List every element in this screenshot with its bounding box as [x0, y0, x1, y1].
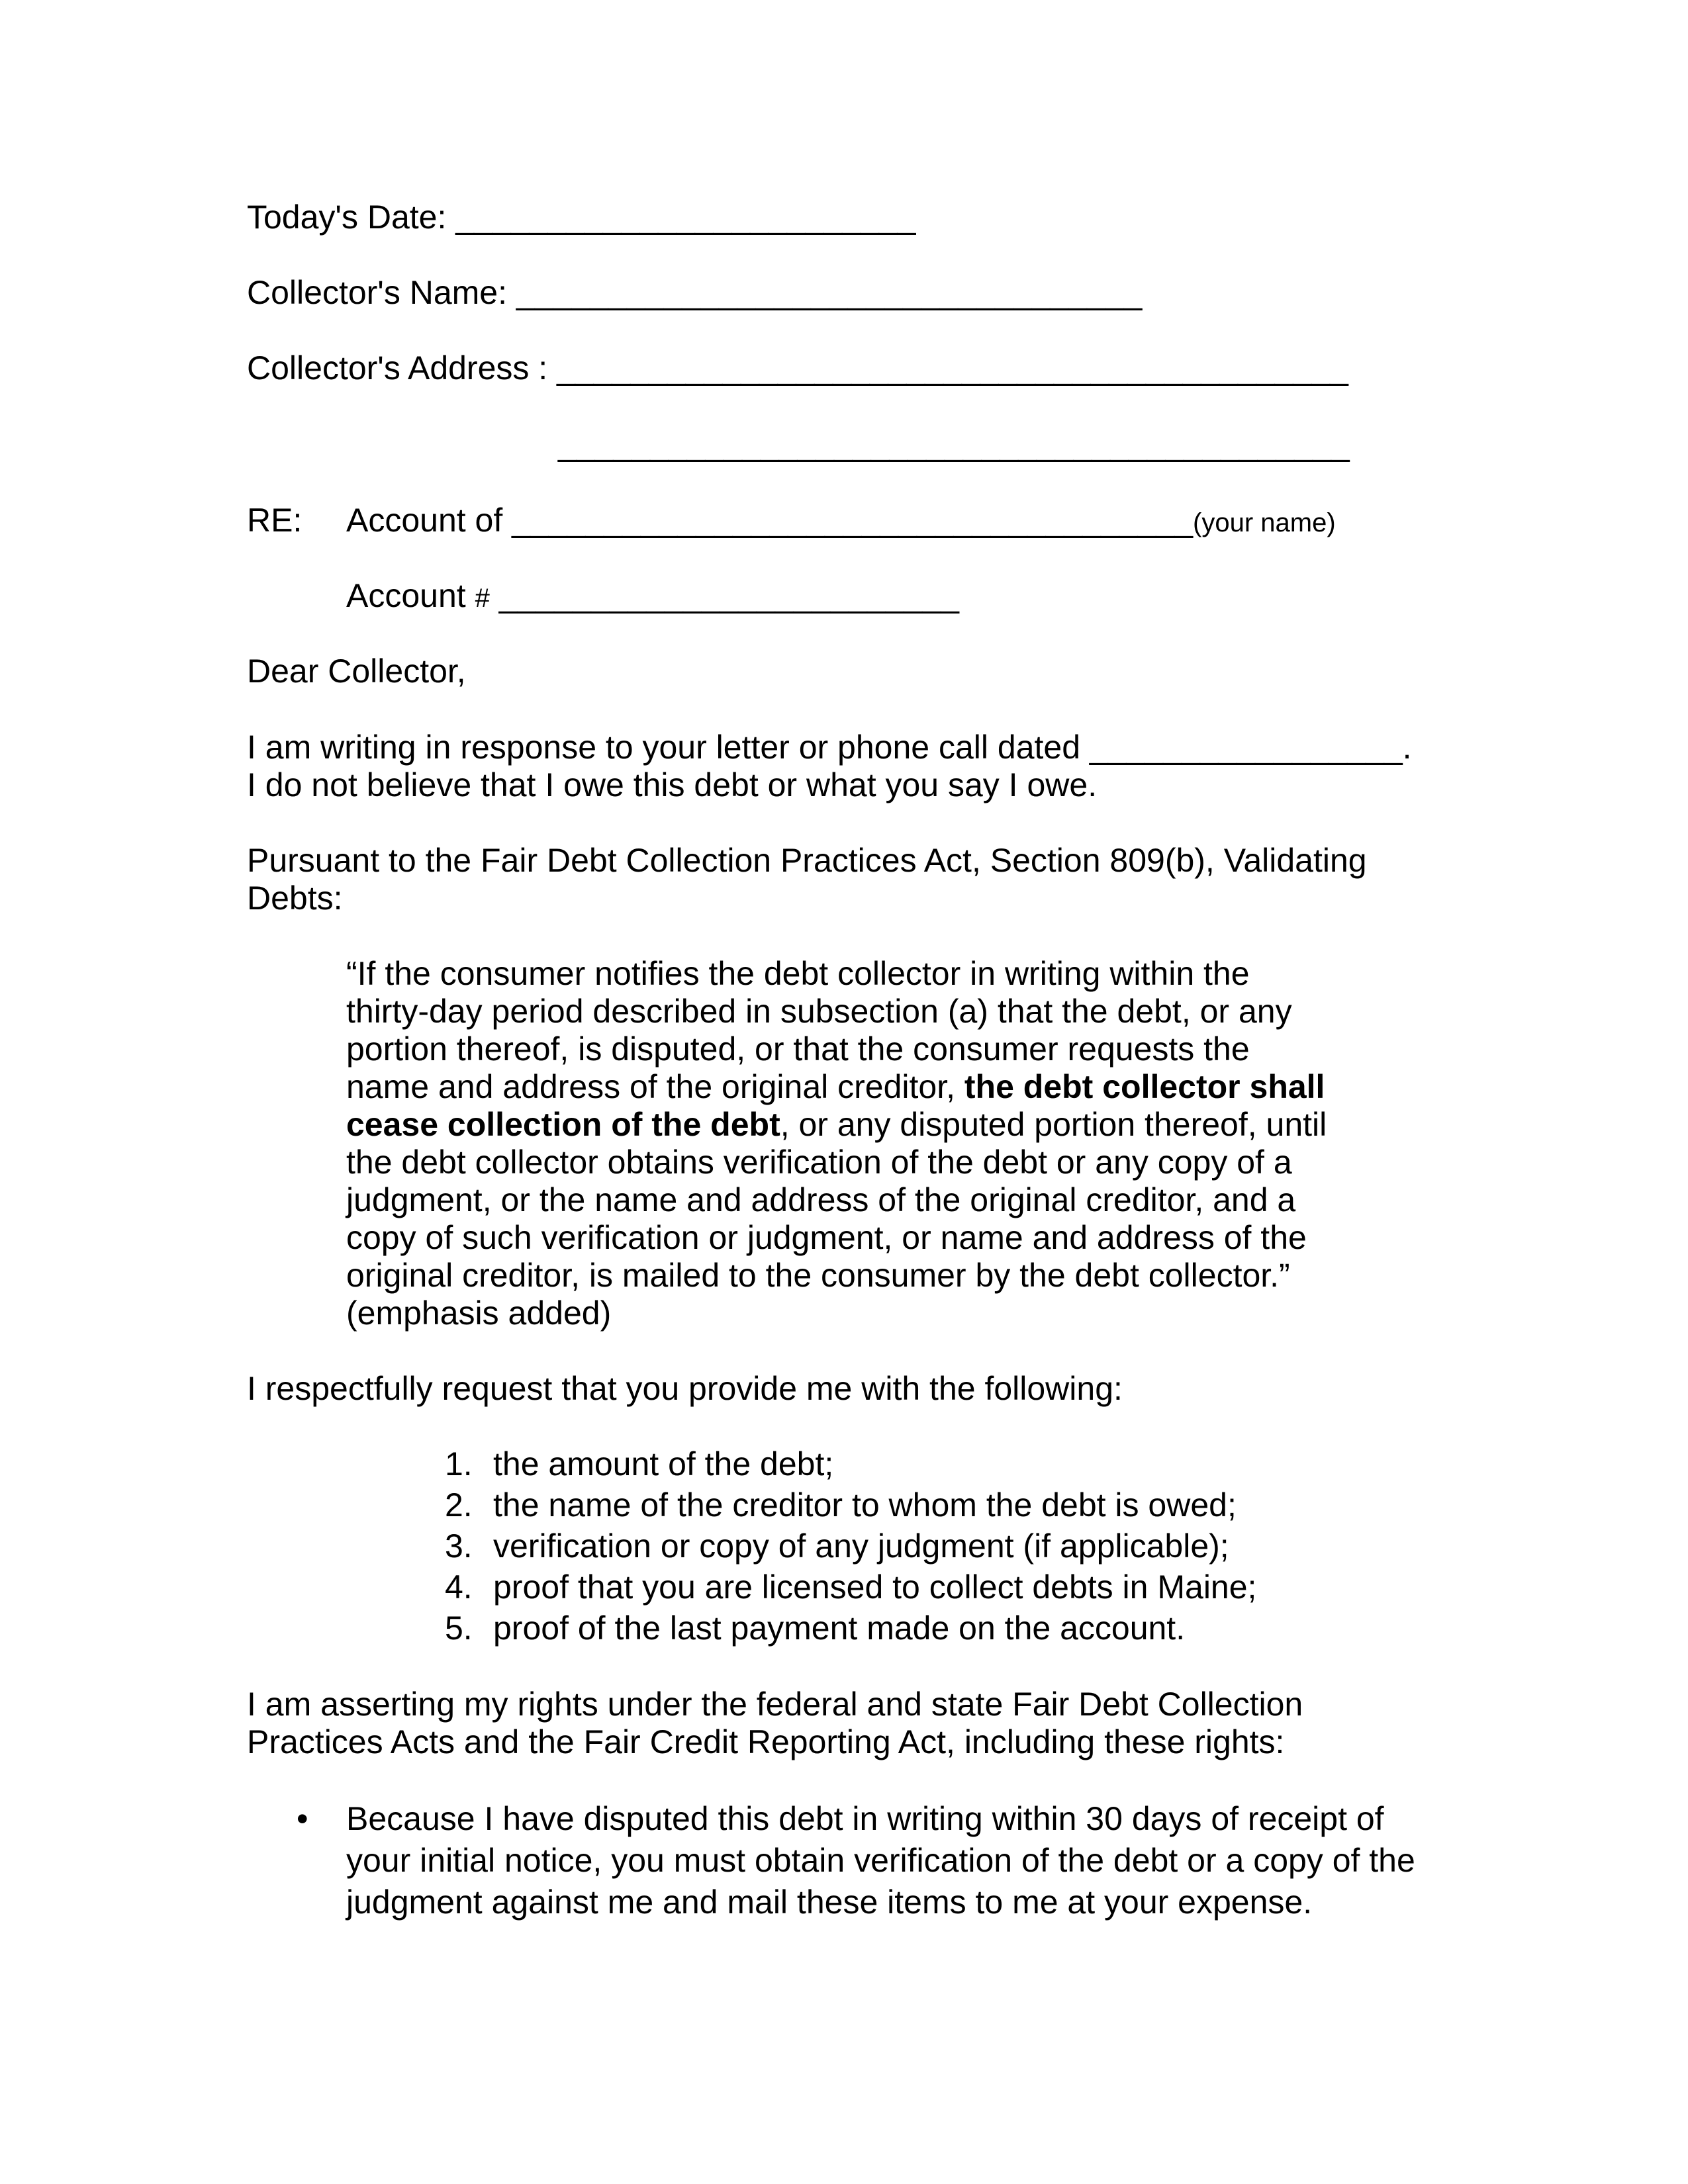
- quote-line-10: (emphasis added): [346, 1295, 612, 1332]
- list-item-number: 5.: [445, 1610, 473, 1647]
- list-item-text: the amount of the debt;: [493, 1445, 834, 1482]
- rights-intro-line-2: Practices Acts and the Fair Credit Reporting Act, including these rights:: [247, 1723, 1285, 1760]
- quote-line-1: “If the consumer notifies the debt collector in writing within the: [346, 955, 1250, 992]
- list-item-number: 3.: [445, 1527, 473, 1565]
- pursuant-line-2: Debts:: [247, 880, 343, 917]
- quote-line-4-plain: name and address of the original creditor,: [346, 1068, 964, 1105]
- pursuant-line-1: Pursuant to the Fair Debt Collection Practices Act, Section 809(b), Validating: [247, 842, 1367, 879]
- list-item-text: verification or copy of any judgment (if applicable);: [493, 1527, 1229, 1565]
- quote-emphasis-1: the debt collector shall: [964, 1068, 1325, 1105]
- rights-bullet-line-3: judgment against me and mail these items to me at your expense.: [346, 1884, 1313, 1921]
- intro-line-1: I am writing in response to your letter or phone call dated _________________.: [247, 729, 1412, 766]
- collector-address-line-2: ___________________________________________: [558, 426, 1350, 463]
- collector-name-line: Collector's Name: __________________________________: [247, 274, 1143, 311]
- quote-emphasis-2: cease collection of the debt: [346, 1106, 780, 1143]
- quote-line-7: judgment, or the name and address of the original creditor, and a: [346, 1181, 1296, 1218]
- account-of-line: [346, 502, 1336, 541]
- bullet-icon: •: [297, 1800, 308, 1837]
- quote-line-2: thirty-day period described in subsection (a) that the debt, or any: [346, 993, 1292, 1030]
- quote-line-5-plain: , or any disputed portion thereof, until: [780, 1106, 1327, 1143]
- rights-bullet-line-2: your initial notice, you must obtain verification of the debt or a copy of the: [346, 1842, 1415, 1879]
- quote-line-3: portion thereof, is disputed, or that the consumer requests the: [346, 1030, 1250, 1068]
- account-number-blank: _________________________: [498, 577, 959, 614]
- list-item-text: proof that you are licensed to collect debts in Maine;: [493, 1569, 1257, 1606]
- account-number-hash: #: [475, 584, 490, 613]
- request-intro: I respectfully request that you provide me with the following:: [247, 1370, 1123, 1407]
- account-number-line: [346, 577, 959, 617]
- collector-address-line: Collector's Address : ___________________________________________: [247, 349, 1348, 387]
- list-item-text: the name of the creditor to whom the debt is owed;: [493, 1486, 1237, 1524]
- list-item-number: 1.: [445, 1445, 473, 1482]
- quote-line-9: original creditor, is mailed to the consumer by the debt collector.”: [346, 1257, 1290, 1294]
- list-item-number: 4.: [445, 1569, 473, 1606]
- rights-intro-line-1: I am asserting my rights under the federal and state Fair Debt Collection: [247, 1686, 1303, 1723]
- list-item-number: 2.: [445, 1486, 473, 1524]
- todays-date-line: Today's Date: _________________________: [247, 199, 916, 236]
- re-label: RE:: [247, 502, 303, 539]
- list-item-text: proof of the last payment made on the account.: [493, 1610, 1186, 1647]
- account-number-label: Account: [346, 577, 466, 614]
- quote-line-4: [346, 1068, 1325, 1105]
- quote-line-8: copy of such verification or judgment, or name and address of the: [346, 1219, 1307, 1256]
- your-name-hint: (your name): [1193, 508, 1336, 537]
- quote-line-6: the debt collector obtains verification of the debt or any copy of a: [346, 1144, 1292, 1181]
- intro-line-2: I do not believe that I owe this debt or what you say I owe.: [247, 766, 1098, 803]
- rights-bullet-line-1: Because I have disputed this debt in writing within 30 days of receipt of: [346, 1800, 1384, 1837]
- quote-line-5: [346, 1106, 1327, 1143]
- account-of-text: Account of _____________________________________: [346, 502, 1194, 539]
- greeting: Dear Collector,: [247, 653, 466, 690]
